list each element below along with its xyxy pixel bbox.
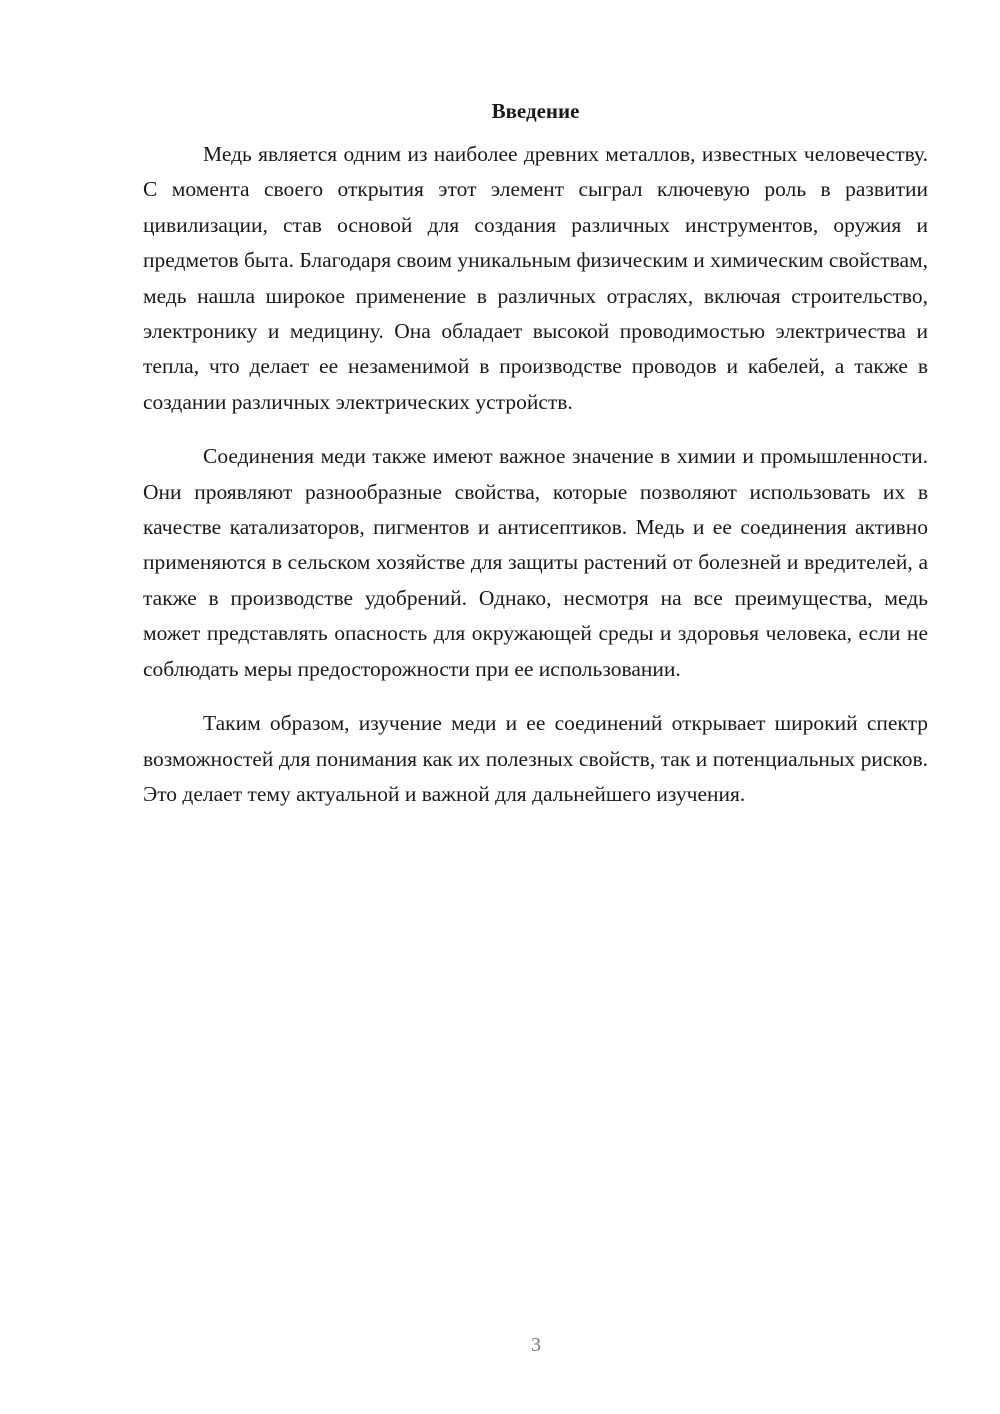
paragraph-conclusion: Таким образом, изучение меди и ее соединений открывает широкий спектр возможностей для понимания как их полезных свойств, так и потенциальных рисков. Это делает тему актуальной и важной для дальнейшего изучения.: [143, 711, 928, 806]
page-number: 3: [531, 1334, 541, 1356]
paragraph-compounds: Соединения меди также имеют важное значение в химии и промышленности. Они проявляют разнообразные свойства, которые позволяют использовать их в качестве катализаторов, пигментов и антисептиков. Медь и ее соединения активно применяются в сельском хозяйстве для защиты растений от болезней и вредителей, а также в производстве удобрений. Однако, несмотря на все преимущества, медь может представлять опасность для окружающей среды и здоровья человека, если не соблюдать меры предосторожности при ее использовании.: [143, 444, 928, 681]
section-title: Введение: [491, 99, 580, 123]
paragraph-intro: Медь является одним из наиболее древних металлов, известных человечеству. С момента своего открытия этот элемент сыграл ключевую роль в развитии цивилизации, став основой для создания различных инструментов, оружия и предметов быта. Благодаря своим уникальным физическим и химическим свойствам, медь нашла широкое применение в различных отраслях, включая строительство, электронику и медицину. Она обладает высокой проводимостью электричества и тепла, что делает ее незаменимой в производстве проводов и кабелей, а также в создании различных электрических устройств.: [143, 142, 928, 414]
page-content: [143, 96, 928, 831]
